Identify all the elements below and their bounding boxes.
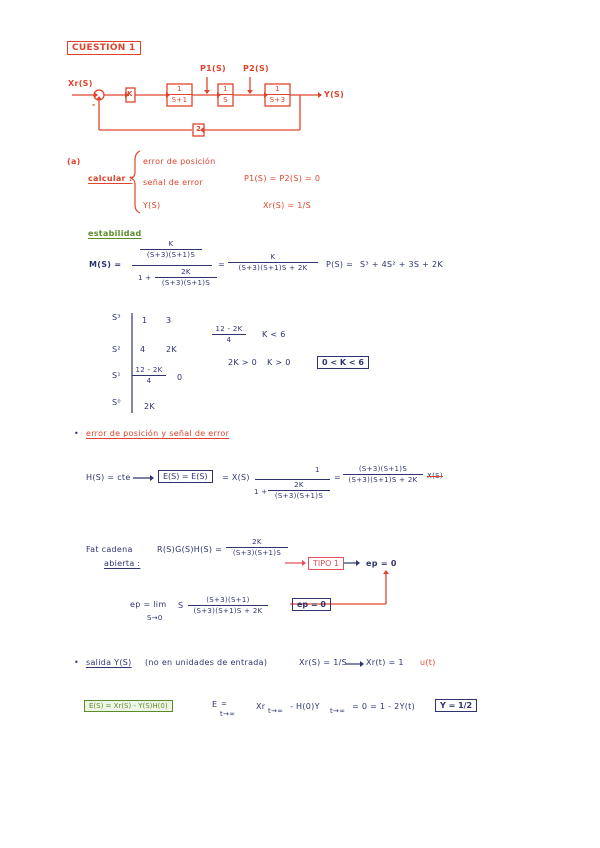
routh-row-s0: S⁰ [112, 398, 121, 407]
routh-r4c1: 2K [144, 402, 155, 411]
eq-xs: = X(S) [222, 473, 250, 482]
estabilidad-heading: estabilidad [88, 229, 142, 238]
y-result-box: Y = 1/2 [435, 699, 477, 712]
feedback-gain-label: 2 [196, 125, 202, 133]
routh-r1c2: 3 [166, 316, 172, 325]
m-s-den-one: 1 + [138, 274, 152, 282]
item-y-s: Y(S) [143, 201, 161, 210]
e-limit: E [212, 700, 218, 709]
error-definition-box: E(S) = Xr(S) - Y(S)H(0) [84, 700, 173, 712]
xr-t-value: Xr(t) = 1 [366, 658, 404, 667]
salida-heading: salida Y(S) [86, 658, 132, 667]
p-s-label: P(S) = [326, 260, 354, 269]
gain-k-label: K [127, 90, 133, 98]
m-s-numerator: K (S+3)(S+1)S [140, 240, 202, 259]
h-cte-label: H(S) = cte [86, 473, 131, 482]
ep-result-box: ep = 0 [292, 598, 331, 611]
routh-row-s3: S³ [112, 313, 121, 322]
m-s-main-bar [132, 265, 212, 266]
routh-row-s2: S² [112, 345, 121, 354]
block2-tf: 1 S [218, 85, 233, 104]
salida-note: (no en unidades de entrada) [145, 658, 268, 667]
equals-sign: = [218, 260, 226, 269]
fat-expression: R(S)G(S)H(S) = [157, 545, 223, 554]
ep-lim-sub: S→0 [147, 614, 163, 622]
frac1-den-frac: 2K (S+3)(S+1)S [268, 481, 330, 500]
struck-x: X(S) [427, 472, 443, 480]
block1-tf: 1 S+1 [167, 85, 192, 104]
m-s-simplified: K (S+3)(S+1)S + 2K [228, 253, 318, 272]
final-equation: = 0 = 1 - 2Y(t) [352, 702, 416, 711]
es-box: E(S) = E(S) [158, 470, 213, 483]
ep-s-factor: S [178, 601, 184, 610]
frac1-den-one: 1 + [254, 488, 268, 496]
xr-s-value: Xr(S) = 1/S [299, 658, 348, 667]
eq2: = [334, 473, 342, 482]
condition-fraction: 12 - 2K 4 [212, 325, 246, 344]
frac1-numerator: 1 [315, 466, 320, 474]
xr-limit: Xr [256, 702, 266, 711]
frac1-bar [255, 479, 330, 480]
diagram-output-label: Y(S) [324, 90, 345, 99]
question-title: CUESTIÓN 1 [67, 41, 141, 55]
m-s-label: M(S) = [89, 260, 122, 269]
error-section-heading: error de posición y señal de error [86, 429, 230, 438]
stability-range-box: 0 < K < 6 [317, 356, 369, 369]
es-simplified: (S+3)(S+1)S (S+3)(S+1)S + 2K [343, 465, 423, 484]
item-senal-error: señal de error [143, 178, 203, 187]
routh-r2c1: 4 [140, 345, 146, 354]
condition-input: Xr(S) = 1/S [263, 201, 312, 210]
condition-disturbances: P1(S) = P2(S) = 0 [244, 174, 321, 183]
summing-minus-sign: - [92, 100, 96, 109]
routh-r3c1: 12 - 2K 4 [132, 366, 166, 385]
xr-u-step: u(t) [420, 658, 436, 667]
t-inf-sub-2: t→∞ [268, 707, 284, 715]
routh-r3c2: 0 [177, 373, 183, 382]
bullet-dot-1: • [74, 429, 80, 438]
ep-lim: ep = lim [130, 600, 167, 609]
disturbance-p2-label: P2(S) [243, 64, 270, 73]
condition-2k-gt-0: 2K > 0 [228, 358, 258, 367]
ep-equals-zero: ep = 0 [366, 559, 397, 568]
fat-label-2: abierta : [104, 559, 141, 568]
routh-row-s1: S¹ [112, 371, 121, 380]
tipo-box: TIPO 1 [308, 557, 344, 570]
disturbance-p1-label: P1(S) [200, 64, 227, 73]
eq-a: = [221, 700, 228, 708]
condition-k-lt-6: K < 6 [262, 330, 286, 339]
routh-r2c2: 2K [166, 345, 177, 354]
bullet-dot-2: • [74, 658, 80, 667]
fat-fraction: 2K (S+3)(S+1)S [226, 538, 288, 557]
t-inf-sub-1: t→∞ [220, 710, 236, 718]
item-error-posicion: error de posición [143, 157, 216, 166]
ep-fraction: (S+3)(S+1) (S+3)(S+1)S + 2K [188, 596, 268, 615]
fat-label: Fat cadena [86, 545, 133, 554]
t-inf-sub-3: t→∞ [330, 707, 346, 715]
m-s-denominator-frac: 2K (S+3)(S+1)S [155, 268, 217, 287]
diagram-input-label: Xr(S) [68, 79, 93, 88]
routh-r1c1: 1 [142, 316, 148, 325]
part-a-label: (a) [67, 157, 81, 166]
condition-k-gt-0: K > 0 [267, 358, 291, 367]
p-s-expression: S³ + 4S² + 3S + 2K [360, 260, 443, 269]
block3-tf: 1 S+3 [265, 85, 290, 104]
minus-h-y: - H(0)Y [290, 702, 320, 711]
calcular-label: calcular : [88, 174, 133, 183]
